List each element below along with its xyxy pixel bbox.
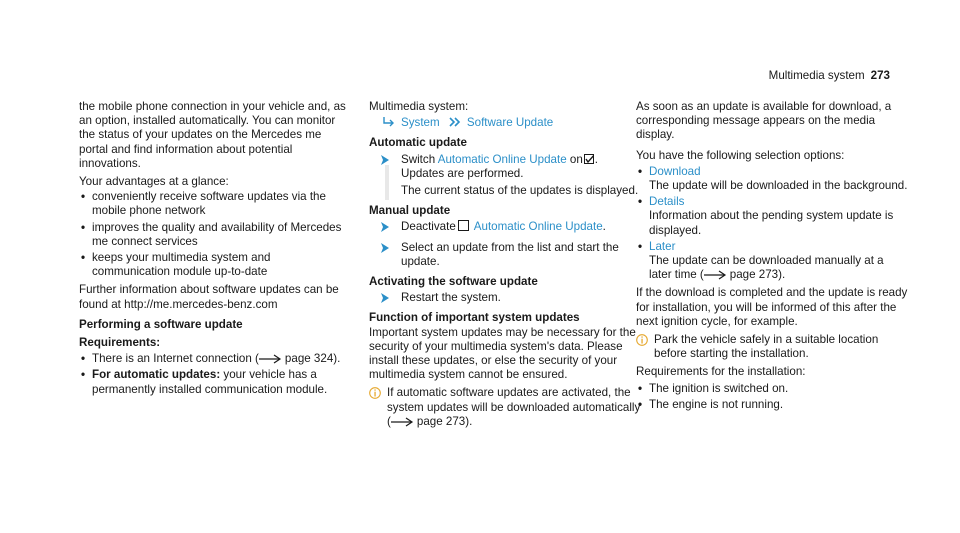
note-text: Park the vehicle safely in a suitable location before starting the installation.: [654, 333, 879, 361]
column-right: [636, 100, 908, 416]
option-later[interactable]: Later: [649, 239, 676, 253]
option-description: The update will be downloaded in the background.: [649, 179, 908, 193]
step-select-update: [369, 241, 641, 269]
step-result: Updates are performed.: [401, 166, 524, 180]
requirement-text: There is an Internet connection (: [92, 352, 259, 366]
arrow-right-icon: [391, 417, 415, 427]
step-restart: [369, 291, 641, 305]
section-title: Multimedia system: [768, 69, 865, 82]
auto-update-option[interactable]: Automatic Online Update: [437, 152, 567, 166]
paragraph-update-available: As soon as an update is available for download, a corresponding message appears on the media display.: [636, 100, 892, 142]
list-item: • The engine is not running.: [636, 398, 908, 412]
list-item: [79, 368, 351, 396]
option-description: Information about the pending system update is displayed.: [649, 209, 894, 237]
heading-function-updates: Function of important system updates: [369, 311, 580, 325]
requirements-list: [79, 352, 351, 397]
step-switch-auto-update: Switch Automatic Online Update on . Updates are performed. The current status of the updates is displayed.: [369, 153, 641, 199]
option-details[interactable]: Details: [649, 195, 685, 209]
options-list: [636, 165, 908, 283]
step-result: The current status of the updates is displayed.: [401, 184, 639, 198]
note-text: If automatic software updates are activated, the system updates will be downloaded automatically (: [387, 386, 641, 428]
checkbox-checked-icon: [584, 154, 594, 164]
auto-update-option[interactable]: Automatic Online Update: [473, 220, 603, 234]
list-item: • conveniently receive software updates via the mobile phone network: [79, 190, 351, 218]
path-item-system[interactable]: System: [401, 116, 440, 130]
info-note: [636, 333, 908, 361]
list-item: [636, 195, 908, 238]
step-deactivate: Deactivate Automatic Online Update.: [369, 220, 641, 234]
heading-automatic-update: Automatic update: [369, 136, 467, 150]
list-item: • improves the quality and availability of Mercedes me connect services: [79, 221, 351, 249]
requirements-intro: Requirements for the installation:: [636, 365, 806, 379]
heading-performing-update: Performing a software update: [79, 317, 243, 331]
menu-path: [383, 116, 641, 130]
step-text: Deactivate: [401, 220, 456, 234]
path-item-software-update[interactable]: Software Update: [466, 116, 554, 130]
page-reference-link[interactable]: page 273).: [416, 414, 473, 428]
heading-activating-update: Activating the software update: [369, 275, 538, 289]
page-reference-link[interactable]: page 324).: [284, 352, 341, 366]
info-icon: [369, 387, 381, 399]
list-item: [79, 352, 351, 366]
checkbox-empty-icon: [458, 220, 469, 231]
requirements-heading: Requirements:: [79, 336, 161, 350]
info-note: [369, 386, 641, 429]
option-download[interactable]: Download: [649, 164, 701, 178]
step-text: Select an update from the list and start the update.: [401, 240, 619, 268]
list-item: • keeps your multimedia system and communication module up-to-date: [79, 251, 351, 279]
option-description-text: The update can be downloaded manually at a later time (: [649, 254, 884, 282]
path-corner-icon: [383, 117, 395, 127]
requirement-bold-lead: For automatic updates:: [92, 368, 221, 382]
arrow-right-icon: [259, 354, 283, 364]
page-reference-link[interactable]: page 273).: [729, 268, 786, 282]
step-text: Switch: [401, 152, 436, 166]
step-chevron-icon: [381, 155, 389, 165]
advantages-intro: Your advantages at a glance:: [79, 175, 229, 189]
list-item: [636, 165, 908, 193]
step-text: on: [569, 152, 583, 166]
page-header: [769, 69, 890, 83]
list-item: • The ignition is switched on.: [636, 382, 908, 396]
option-description: [649, 254, 908, 282]
step-chevron-icon: [381, 222, 389, 232]
column-left: [79, 100, 351, 401]
info-icon: [636, 334, 648, 346]
arrow-right-icon: [704, 270, 728, 280]
installation-requirements-list: [636, 382, 908, 412]
advantages-list: [79, 190, 351, 279]
step-chevron-icon: [381, 243, 389, 253]
options-intro: You have the following selection options:: [636, 148, 845, 162]
requirement-text: your vehicle has a permanently installed communication module.: [92, 368, 328, 396]
paragraph-intro: the mobile phone connection in your vehicle and, as an option, installed automatically. You can monitor the status of your updates on the Mercedes me portal and find information about potential innovations.: [79, 100, 346, 170]
list-item: [636, 240, 908, 283]
double-chevron-icon: [449, 117, 461, 127]
paragraph-download-completed: If the download is completed and the update is ready for installation, you will be informed of this after the next ignition cycle, for example.: [636, 286, 908, 328]
column-middle: [369, 100, 641, 433]
heading-manual-update: Manual update: [369, 204, 451, 218]
paragraph-further-info: Further information about software updates can be found at http://me.mercedes-benz.com: [79, 283, 339, 311]
step-chevron-icon: [381, 293, 389, 303]
menu-label: Multimedia system:: [369, 100, 469, 113]
paragraph-function: Important system updates may be necessary for the security of your multimedia system's data. Please install these updates, or else the security of your multimedia system cannot be ensured.: [369, 325, 636, 382]
step-text: Restart the system.: [401, 291, 501, 305]
page-number: 273: [870, 69, 890, 82]
